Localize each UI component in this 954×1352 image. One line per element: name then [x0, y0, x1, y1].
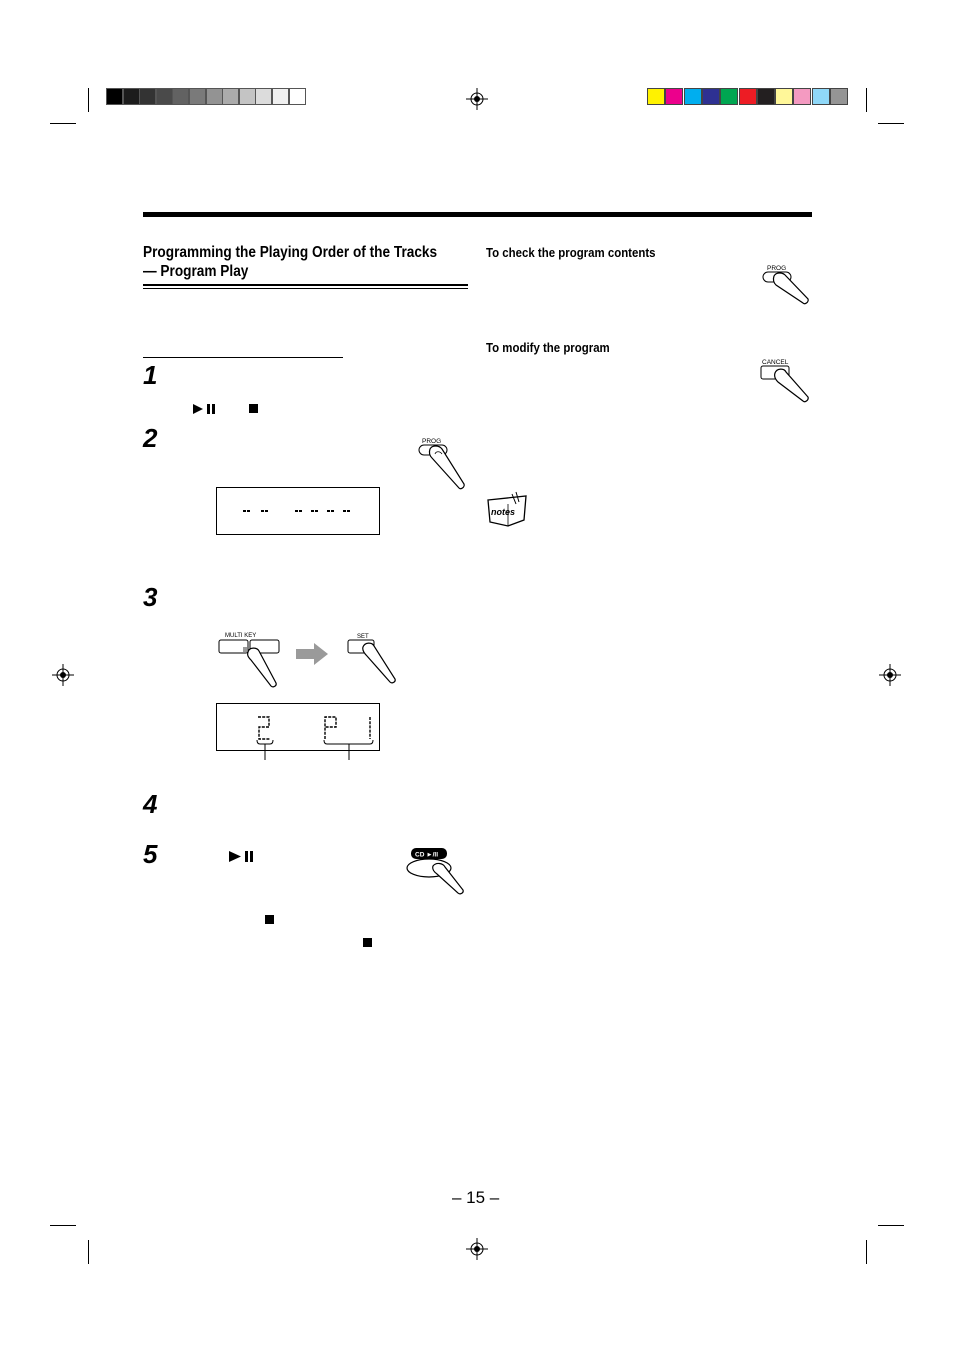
stop-icon [265, 915, 274, 924]
check-program-heading: To check the program contents [486, 245, 656, 260]
gray-swatch [239, 88, 256, 105]
color-swatch [775, 88, 793, 105]
svg-text:SET: SET [357, 634, 369, 640]
crop-mark [50, 123, 76, 124]
arrow-right-icon [296, 643, 328, 665]
crop-mark [866, 88, 867, 112]
display-dashes [243, 508, 355, 516]
color-swatch [830, 88, 848, 105]
multi-key-button-press-icon [218, 630, 288, 688]
cd-play-button-press-icon [405, 846, 467, 896]
registration-target-icon [466, 88, 488, 110]
stop-icon [363, 938, 372, 947]
registration-target-icon [879, 664, 901, 686]
set-button-press-icon [347, 631, 399, 687]
svg-text:PROG: PROG [422, 438, 442, 445]
color-swatch [720, 88, 738, 105]
svg-text:PROG: PROG [767, 265, 787, 272]
color-swatch [739, 88, 757, 105]
prog-button-press-icon [762, 263, 812, 305]
svg-text:CANCEL: CANCEL [762, 359, 789, 366]
prog-button-press-icon [418, 436, 468, 494]
callout-brackets [256, 740, 376, 762]
step-number: 1 [143, 360, 158, 390]
color-swatch [793, 88, 811, 105]
color-swatch [812, 88, 830, 105]
modify-program-heading: To modify the program [486, 340, 610, 355]
top-rule [143, 212, 812, 217]
gray-swatch [172, 88, 189, 105]
section-subtitle: — Program Play [143, 263, 249, 280]
step-number: 3 [143, 582, 158, 612]
play-pause-icon [229, 851, 257, 862]
stop-icon [249, 404, 258, 413]
play-pause-icon [193, 404, 217, 414]
color-swatch [757, 88, 775, 105]
gray-swatch [123, 88, 140, 105]
gray-swatch [106, 88, 123, 105]
step-number: 5 [143, 839, 158, 869]
registration-target-icon [52, 664, 74, 686]
step-number: 4 [143, 789, 158, 819]
notes-icon [486, 492, 528, 528]
color-swatch [702, 88, 720, 105]
color-swatch [665, 88, 683, 105]
subsection-rule [143, 357, 343, 358]
crop-mark [88, 88, 89, 112]
svg-text:MULTI KEY: MULTI KEY [225, 633, 257, 639]
track-number-display [255, 715, 273, 741]
gray-swatch [139, 88, 156, 105]
crop-mark [866, 1240, 867, 1264]
program-number-display [323, 715, 379, 741]
crop-mark [88, 1240, 89, 1264]
svg-text:CD ►/II: CD ►/II [415, 851, 439, 859]
display-track-value [248, 708, 249, 709]
gray-swatch [289, 88, 306, 105]
page-number: – 15 – [452, 1188, 500, 1207]
svg-text:notes: notes [491, 507, 516, 517]
gray-swatch [255, 88, 272, 105]
color-swatch [647, 88, 665, 105]
section-title: Programming the Playing Order of the Tracks [143, 244, 438, 261]
heading-double-rule [143, 288, 468, 289]
crop-mark [878, 1225, 904, 1226]
crop-mark [878, 123, 904, 124]
gray-swatch [206, 88, 223, 105]
step-number: 2 [143, 423, 158, 453]
gray-swatch [272, 88, 289, 105]
gray-swatch [189, 88, 206, 105]
registration-target-icon [466, 1238, 488, 1260]
crop-mark [50, 1225, 76, 1226]
display-program-value [320, 708, 321, 709]
heading-double-rule [143, 284, 468, 286]
color-swatch [684, 88, 702, 105]
gray-swatch [156, 88, 173, 105]
gray-swatch [222, 88, 239, 105]
display-panel [216, 487, 380, 535]
cancel-button-press-icon [760, 357, 812, 403]
